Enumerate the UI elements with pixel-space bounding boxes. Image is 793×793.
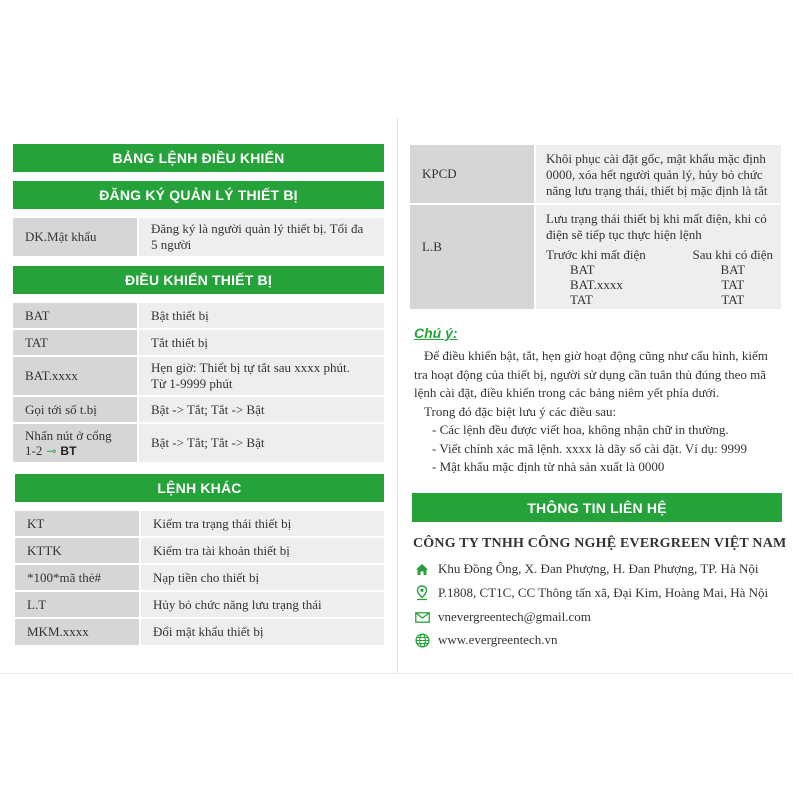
globe-icon [413,632,431,648]
description-cell: Bật thiết bị [137,303,384,328]
after-power-restore-column [692,247,773,307]
state-value: BAT.xxxx [570,277,623,292]
command-cell: TAT [13,330,137,355]
state-value: BAT [720,262,746,277]
description-line: Hẹn giờ: Thiết bị tự tắt sau xxxx phút. [151,360,350,375]
power-state-table [546,247,773,307]
port-label: 1-2 [25,442,43,458]
note-title: Chú ý: [414,325,458,341]
table-row [410,145,781,203]
column-header: Trước khi mất điện [546,247,646,262]
column-divider [397,118,398,673]
note-list-item: - Viết chính xác mã lệnh. xxxx là dãy số cài đặt. Ví dụ: 9999 [432,440,748,456]
gpio-switch-icon: ⊸ [46,443,57,458]
home-icon [413,561,431,577]
description-line: Khôi phục cài đặt gốc, mật khẩu mặc định [546,151,766,166]
column-header: Sau khi có điện [692,247,773,262]
command-line: Nhấn nút ở cổng [25,427,112,443]
table-row [15,592,384,617]
table-row [15,565,384,590]
table-row [15,511,384,536]
note-line: tra hoạt động của thiết bị, người sử dụng cần tuân thủ đúng theo mã [414,366,767,382]
description-cell [137,218,384,256]
description-cell: Bật -> Tắt; Tắt -> Bật [137,397,384,422]
command-cell: Gọi tới số t.bị [13,397,137,422]
state-value: TAT [721,277,745,292]
table-row [15,538,384,563]
before-power-loss-column [546,247,646,307]
table-row [13,397,384,422]
description-cell: Nạp tiền cho thiết bị [139,565,384,590]
table-row [410,205,781,309]
state-value: TAT [721,292,745,307]
note-line: Trong đó đặc biệt lưu ý các điều sau: [424,403,617,419]
address-2 [413,585,768,601]
description-cell: Tắt thiết bị [137,330,384,355]
description-cell: Bật -> Tắt; Tắt -> Bật [137,424,384,462]
command-cell: DK.Mật khẩu [13,218,137,256]
note-list-item: - Mật khẩu mặc định từ nhà sản xuất là 0000 [432,459,665,474]
button-label: BT [60,443,77,458]
other-section-title: LỆNH KHÁC [15,474,384,502]
description-cell: Kiểm tra tài khoản thiết bị [139,538,384,563]
description-line: Lưu trạng thái thiết bị khi mất điện, khi có [546,211,767,226]
company-name: CÔNG TY TNHH CÔNG NGHỆ EVERGREEN VIỆT NAM [413,536,787,551]
table-row [13,424,384,462]
command-line [25,443,76,459]
state-value: BAT [570,262,595,277]
bottom-divider [0,673,793,674]
address-text: Khu Đồng Ông, X. Đan Phượng, H. Đan Phượng, TP. Hà Nội [438,561,759,576]
command-cell: L.T [15,592,139,617]
table-row [13,303,384,328]
command-cell: BAT [13,303,137,328]
description-cell: Đổi mật khẩu thiết bị [139,619,384,645]
website[interactable] [413,632,557,648]
register-section-title: ĐĂNG KÝ QUẢN LÝ THIẾT BỊ [13,181,384,209]
contact-section-title: THÔNG TIN LIÊN HỆ [412,493,782,522]
description-line: 5 người [151,237,192,252]
description-cell [534,205,781,309]
address-1 [413,561,758,577]
command-cell: KPCD [410,145,534,203]
note-line: Để điều khiển bật, tắt, hẹn giờ hoạt động cũng như cấu hình, kiểm [424,348,768,363]
description-cell: Kiểm tra trạng thái thiết bị [139,511,384,536]
control-section-title: ĐIỀU KHIỂN THIẾT BỊ [13,266,384,294]
description-line: Đăng ký là người quản lý thiết bị. Tối đa [151,221,364,236]
address-text: P.1808, CT1C, CC Thông tấn xã, Đại Kim, Hoàng Mai, Hà Nội [438,585,769,600]
command-cell: MKM.xxxx [15,619,139,645]
note-body [414,347,784,477]
description-line: Từ 1-9999 phút [151,376,233,391]
description-cell: Hủy bỏ chức năng lưu trạng thái [139,592,384,617]
description-line: điện sẽ tiếp tục thực hiện lệnh [546,227,702,242]
control-table-title: BẢNG LỆNH ĐIỀU KHIỂN [13,144,384,172]
envelope-icon [413,609,431,625]
location-pin-icon [413,585,431,601]
description-line: 0000, xóa hết người quản lý, hủy bỏ chức [546,167,763,182]
table-row [15,619,384,645]
state-value: TAT [570,292,593,307]
description-cell [534,145,781,203]
description-cell [137,357,384,395]
command-cell: BAT.xxxx [13,357,137,395]
command-cell [13,424,137,462]
table-row [13,330,384,355]
command-cell: *100*mã thẻ# [15,565,139,590]
command-cell: KT [15,511,139,536]
email-link[interactable]: vnevergreentech@gmail.com [438,609,591,624]
note-list-item: - Các lệnh đều được viết hoa, không nhận chữ in thường. [432,422,729,437]
table-row [13,218,384,256]
email[interactable] [413,609,591,625]
table-row [13,357,384,395]
note-line: lệnh cài đặt, điều khiển trong các bảng niêm yết phía dưới. [414,385,720,400]
command-cell: L.B [410,205,534,309]
website-link[interactable]: www.evergreentech.vn [438,632,558,647]
description-line: năng lưu trạng thái, thiết bị mặc định là tắt [546,183,768,198]
command-cell: KTTK [15,538,139,563]
